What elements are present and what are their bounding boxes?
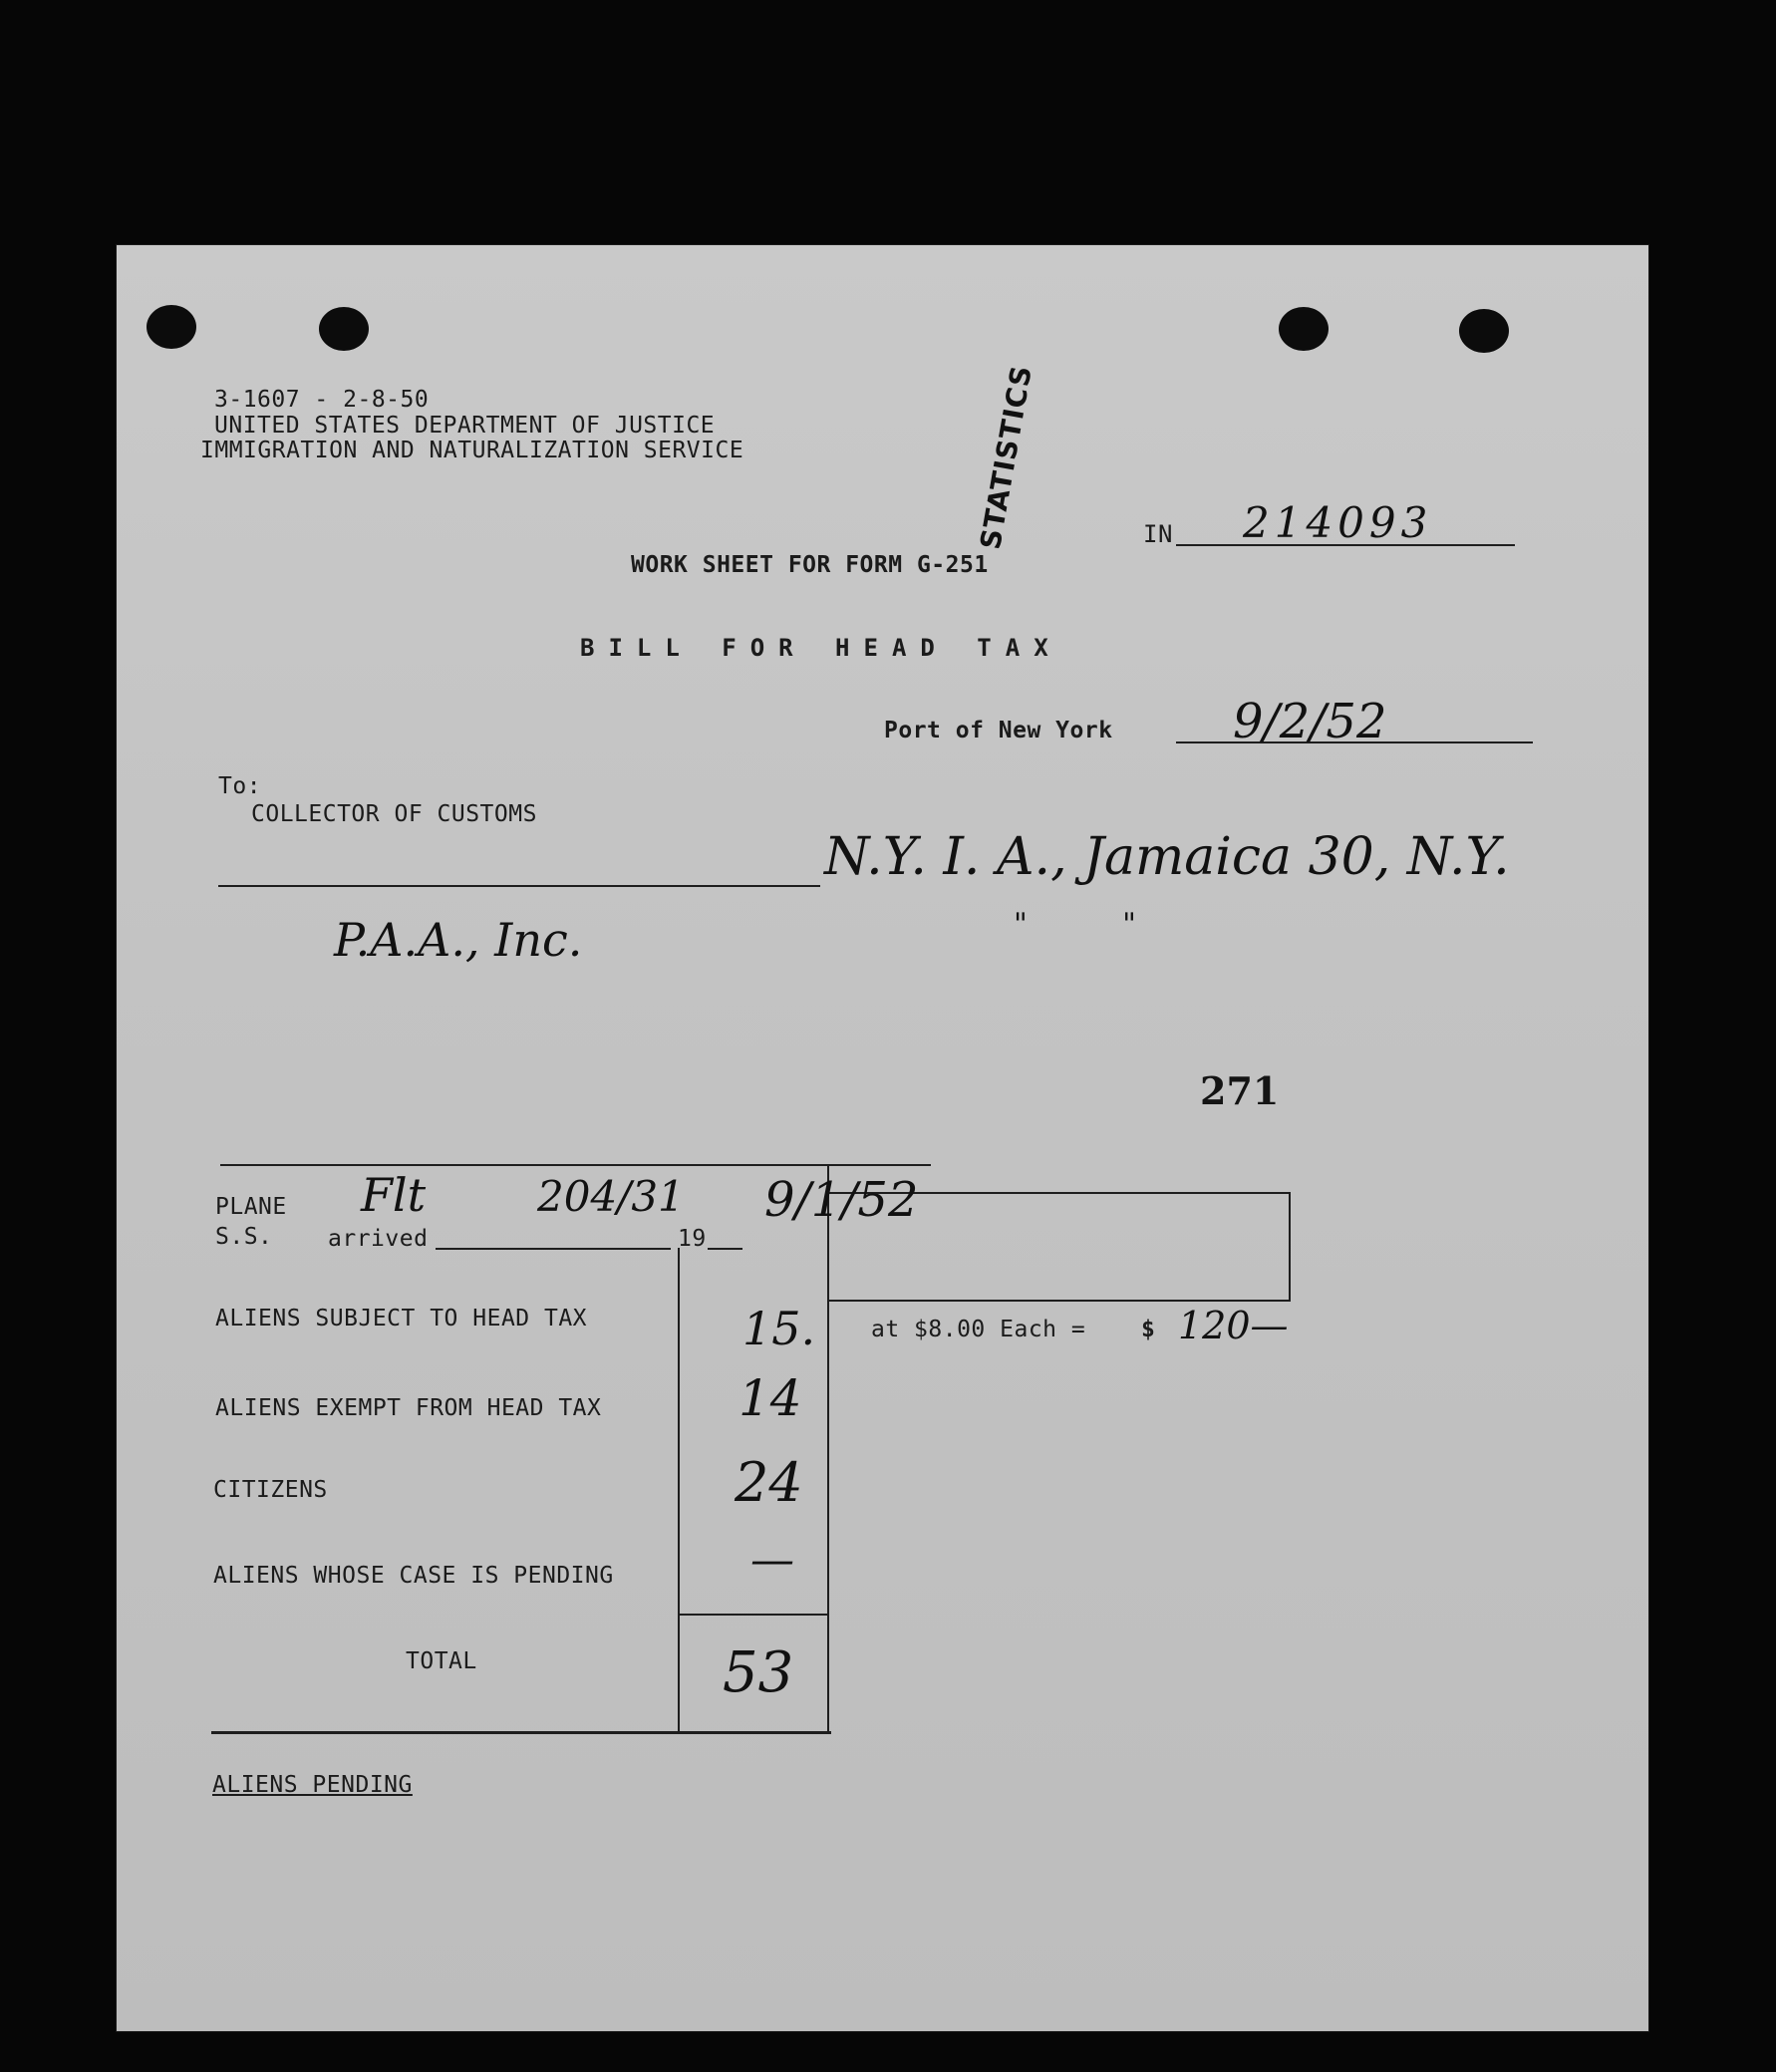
collector-underline xyxy=(218,885,820,887)
total-separator-rule xyxy=(678,1614,829,1616)
row-value-subject: 15. xyxy=(742,1302,816,1355)
ss-label: S.S. xyxy=(215,1224,273,1250)
row-label-subject: ALIENS SUBJECT TO HEAD TAX xyxy=(215,1306,588,1332)
values-column-right-rule xyxy=(827,1164,829,1732)
form-number: 3-1607 - 2-8-50 xyxy=(214,387,430,413)
service-name: IMMIGRATION AND NATURALIZATION SERVICE xyxy=(200,438,744,463)
port-date: 9/2/52 xyxy=(1233,694,1387,749)
row-label-pending: ALIENS WHOSE CASE IS PENDING xyxy=(213,1563,614,1589)
tax-box-right xyxy=(1289,1192,1291,1302)
arrived-label: arrived xyxy=(328,1226,429,1252)
flight-label: Flt xyxy=(361,1168,427,1222)
tax-box-bottom xyxy=(829,1300,1291,1302)
worksheet-title: WORK SHEET FOR FORM G-251 xyxy=(631,552,989,578)
row-value-exempt: 14 xyxy=(739,1369,802,1427)
row-value-citizens: 24 xyxy=(735,1451,803,1514)
total-label: TOTAL xyxy=(406,1648,477,1674)
plane-label: PLANE xyxy=(215,1194,287,1220)
row-label-exempt: ALIENS EXEMPT FROM HEAD TAX xyxy=(215,1395,602,1421)
to-label: To: xyxy=(218,773,262,799)
arrival-date: 9/1/52 xyxy=(764,1172,919,1228)
punch-hole-4 xyxy=(1459,309,1509,353)
statistics-stamp: STATISTICS xyxy=(974,362,1038,552)
collector-location: N.Y. I. A., Jamaica 30, N.Y. xyxy=(824,827,1510,887)
port-label: Port of New York xyxy=(884,718,1113,743)
total-value: 53 xyxy=(723,1640,794,1705)
year-underline xyxy=(708,1248,742,1250)
punch-hole-3 xyxy=(1279,307,1329,351)
ditto-marks: " " xyxy=(1014,907,1136,942)
arrived-underline xyxy=(436,1248,671,1250)
collector-name: COLLECTOR OF CUSTOMS xyxy=(251,801,537,827)
bill-title: BILL FOR HEAD TAX xyxy=(580,634,1062,662)
punch-hole-2 xyxy=(319,307,369,351)
sheet-number: 271 xyxy=(1200,1068,1280,1113)
tax-amount: 120— xyxy=(1178,1304,1289,1347)
table-bottom-rule xyxy=(211,1731,831,1734)
year-prefix: 19 xyxy=(678,1226,707,1252)
row-label-citizens: CITIZENS xyxy=(213,1477,328,1503)
table-top-rule xyxy=(220,1164,931,1166)
tax-rate-text: at $8.00 Each = xyxy=(871,1317,1086,1342)
dollar-sign: $ xyxy=(1141,1317,1156,1342)
punch-hole-1 xyxy=(147,305,196,349)
row-value-pending: — xyxy=(750,1535,794,1586)
form-sheet xyxy=(117,245,1648,2031)
in-number: 214093 xyxy=(1243,498,1433,547)
carrier-name: P.A.A., Inc. xyxy=(334,913,583,967)
values-column-left-rule xyxy=(678,1248,680,1732)
flight-number: 204/31 xyxy=(537,1172,685,1221)
in-label: IN xyxy=(1143,520,1173,548)
aliens-pending-heading: ALIENS PENDING xyxy=(212,1772,413,1798)
department-name: UNITED STATES DEPARTMENT OF JUSTICE xyxy=(214,413,716,439)
